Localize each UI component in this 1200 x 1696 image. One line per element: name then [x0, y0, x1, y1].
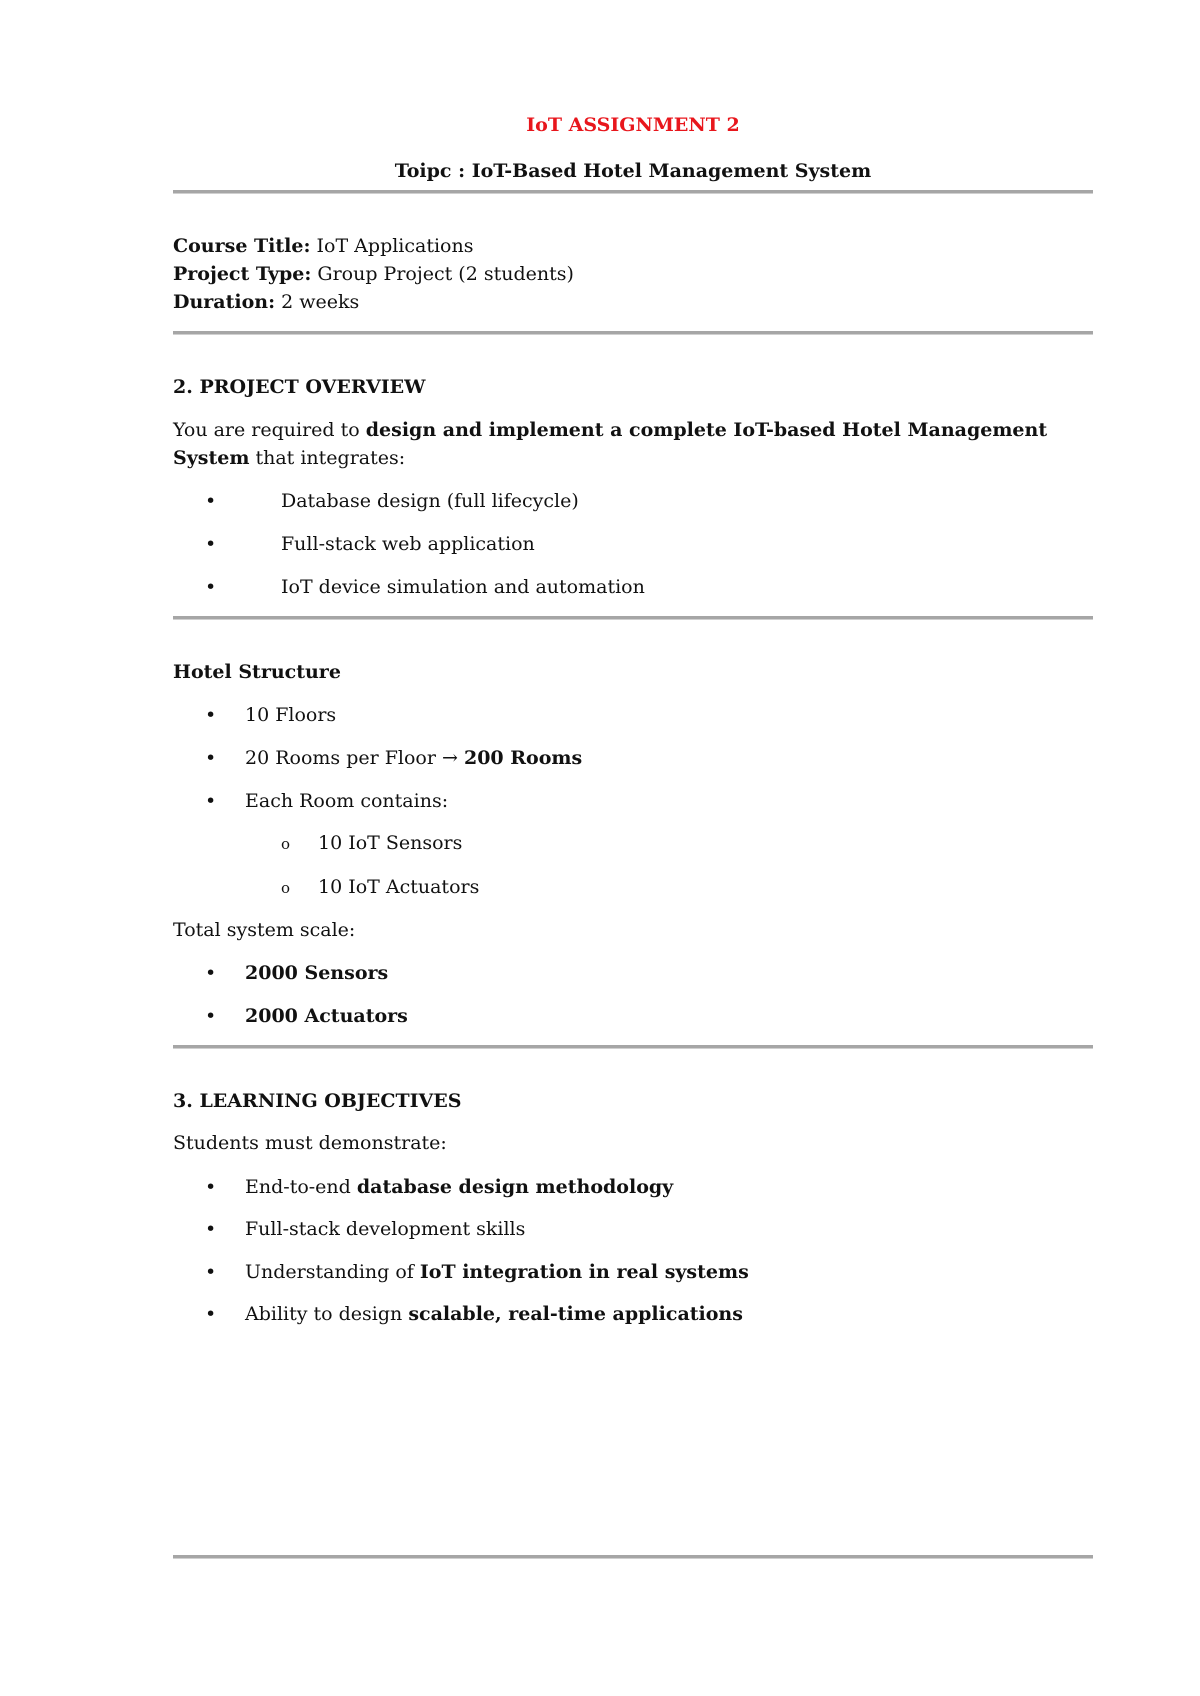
list-item: 2000 Sensors: [245, 962, 389, 984]
sub-list-item: 10 IoT Actuators: [318, 876, 480, 898]
course-title-value: IoT Applications: [310, 235, 474, 257]
divider: [173, 331, 1093, 335]
bullet-icon: •: [205, 704, 217, 726]
overview-intro-emphasis: System: [173, 447, 250, 469]
section-heading-hotel-structure: Hotel Structure: [173, 661, 341, 683]
course-title-label: Course Title:: [173, 235, 311, 257]
bullet-icon: •: [205, 1218, 217, 1240]
objective-emphasis: database design methodology: [356, 1176, 674, 1198]
list-item: [245, 1302, 743, 1326]
duration-line: [173, 290, 359, 314]
bullet-icon: •: [205, 1005, 217, 1027]
overview-intro-text: that integrates:: [249, 447, 406, 469]
list-item: Full-stack development skills: [245, 1218, 526, 1240]
sub-list-item: 10 IoT Sensors: [318, 832, 463, 854]
bullet-icon: •: [205, 490, 217, 512]
divider: [173, 616, 1093, 620]
rooms-text: 20 Rooms per Floor →: [245, 747, 464, 769]
bullet-icon: •: [205, 576, 217, 598]
course-title-line: [173, 234, 474, 258]
bullet-icon: •: [205, 1176, 217, 1198]
list-item: Each Room contains:: [245, 790, 449, 812]
duration-value: 2 weeks: [275, 291, 360, 313]
bullet-icon: •: [205, 790, 217, 812]
document-page: [173, 0, 1093, 1696]
overview-intro-line-2: [173, 446, 405, 470]
objective-emphasis: IoT integration in real systems: [419, 1261, 749, 1283]
list-item: [245, 746, 582, 770]
list-item: IoT device simulation and automation: [281, 576, 645, 598]
section-heading-overview: 2. PROJECT OVERVIEW: [173, 376, 426, 398]
objective-text: End-to-end: [245, 1176, 357, 1198]
bullet-icon: •: [205, 1261, 217, 1283]
overview-intro-text: You are required to: [173, 419, 366, 441]
document-title: IoT ASSIGNMENT 2: [526, 114, 740, 136]
overview-intro-line-1: [173, 418, 1047, 442]
objective-text: Ability to design: [245, 1303, 409, 1325]
project-type-line: [173, 262, 574, 286]
list-item: [245, 1175, 673, 1199]
list-item: Database design (full lifecycle): [281, 490, 579, 512]
list-item: Full-stack web application: [281, 533, 535, 555]
bullet-icon: •: [205, 747, 217, 769]
list-item: 2000 Actuators: [245, 1005, 408, 1027]
project-type-value: Group Project (2 students): [311, 263, 574, 285]
overview-intro-emphasis: design and implement a complete IoT-based Hotel Management: [365, 419, 1048, 441]
bullet-icon: •: [205, 962, 217, 984]
list-item: 10 Floors: [245, 704, 337, 726]
objectives-intro: Students must demonstrate:: [173, 1132, 447, 1154]
divider: [173, 190, 1093, 194]
document-subtitle: Toipc : IoT-Based Hotel Management System: [394, 160, 872, 182]
bullet-icon: •: [205, 1303, 217, 1325]
divider: [173, 1555, 1093, 1559]
circle-bullet-icon: o: [281, 879, 291, 897]
list-item: [245, 1260, 749, 1284]
circle-bullet-icon: o: [281, 835, 291, 853]
objective-emphasis: scalable, real-time applications: [408, 1303, 743, 1325]
objective-text: Understanding of: [245, 1261, 420, 1283]
duration-label: Duration:: [173, 291, 276, 313]
bullet-icon: •: [205, 533, 217, 555]
total-scale-label: Total system scale:: [173, 919, 356, 941]
section-heading-objectives: 3. LEARNING OBJECTIVES: [173, 1090, 462, 1112]
rooms-total: 200 Rooms: [463, 747, 583, 769]
divider: [173, 1045, 1093, 1049]
project-type-label: Project Type:: [173, 263, 312, 285]
